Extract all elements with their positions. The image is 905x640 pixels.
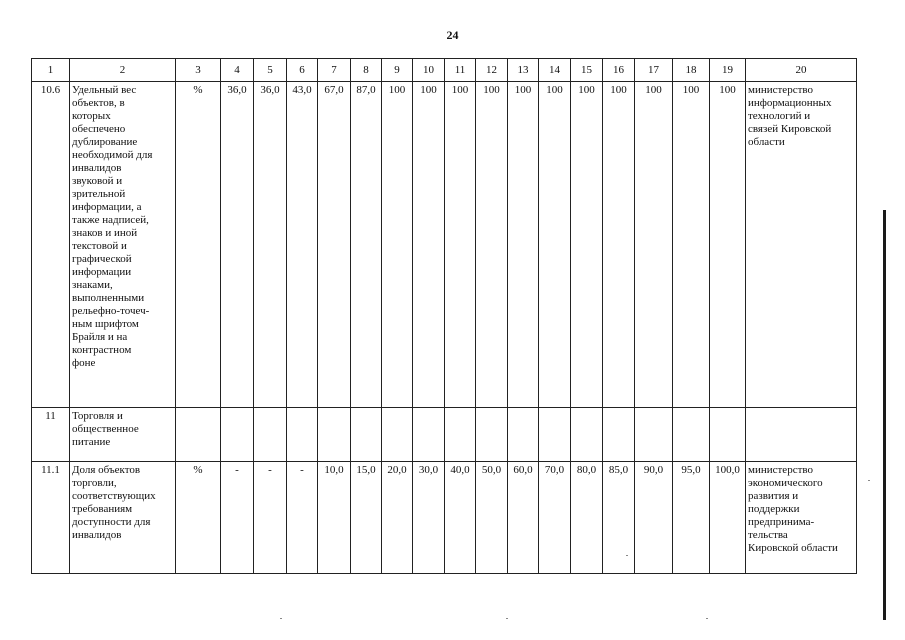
value-cell: 100 bbox=[539, 82, 571, 408]
column-number-header: 19 bbox=[710, 59, 746, 82]
unit-cell: % bbox=[176, 82, 221, 408]
indicator-name-line: инвалидов bbox=[72, 162, 122, 174]
value-cell: 90,0 bbox=[635, 462, 673, 574]
scan-speck bbox=[868, 480, 870, 481]
table-row bbox=[32, 82, 857, 408]
value-cell bbox=[382, 408, 413, 462]
indicator-name-line: инвалидов bbox=[72, 529, 122, 541]
value-cell bbox=[445, 408, 476, 462]
value-cell bbox=[539, 408, 571, 462]
value-cell: - bbox=[221, 462, 254, 574]
value-cell: 100,0 bbox=[710, 462, 746, 574]
value-cell: 43,0 bbox=[287, 82, 318, 408]
indicators-table bbox=[31, 58, 857, 574]
responsible-agency bbox=[746, 462, 857, 574]
column-number-header: 16 bbox=[603, 59, 635, 82]
scan-speck bbox=[706, 618, 708, 619]
value-cell: 100 bbox=[603, 82, 635, 408]
indicator-name-line: дублирование bbox=[72, 136, 138, 148]
unit-cell bbox=[176, 408, 221, 462]
table-header-row bbox=[32, 59, 857, 82]
indicator-name-line: торговли, bbox=[72, 477, 117, 489]
value-cell: 85,0 bbox=[603, 462, 635, 574]
value-cell bbox=[318, 408, 351, 462]
value-cell bbox=[508, 408, 539, 462]
indicator-name-line: графической bbox=[72, 253, 132, 265]
responsible-agency-line: министерство bbox=[748, 464, 814, 476]
value-cell bbox=[254, 408, 287, 462]
column-number-header: 3 bbox=[176, 59, 221, 82]
column-number-header: 9 bbox=[382, 59, 413, 82]
indicator-name-line: которых bbox=[72, 110, 111, 122]
scan-speck bbox=[626, 555, 628, 556]
value-cell: 36,0 bbox=[221, 82, 254, 408]
indicator-name-line: необходимой для bbox=[72, 149, 153, 161]
value-cell: 80,0 bbox=[571, 462, 603, 574]
column-number-header: 2 bbox=[70, 59, 176, 82]
indicator-name-line: Удельный вес bbox=[72, 84, 137, 96]
scan-speck bbox=[506, 618, 508, 619]
indicator-name-line: общественное bbox=[72, 423, 139, 435]
value-cell: 100 bbox=[382, 82, 413, 408]
value-cell bbox=[476, 408, 508, 462]
value-cell: 100 bbox=[508, 82, 539, 408]
value-cell bbox=[413, 408, 445, 462]
indicator-name-line: питание bbox=[72, 436, 111, 448]
responsible-agency-line: связей Кировской bbox=[748, 123, 832, 135]
indicator-name bbox=[70, 82, 176, 408]
responsible-agency bbox=[746, 82, 857, 408]
indicator-name-line: звуковой и bbox=[72, 175, 123, 187]
indicator-name-line: информации bbox=[72, 266, 132, 278]
column-number-header: 1 bbox=[32, 59, 70, 82]
value-cell: 67,0 bbox=[318, 82, 351, 408]
column-number-header: 17 bbox=[635, 59, 673, 82]
value-cell bbox=[673, 408, 710, 462]
column-number-header: 7 bbox=[318, 59, 351, 82]
indicator-name-line: Брайля и на bbox=[72, 331, 128, 343]
value-cell: 70,0 bbox=[539, 462, 571, 574]
column-number-header: 6 bbox=[287, 59, 318, 82]
indicator-name-line: также надписей, bbox=[72, 214, 149, 226]
responsible-agency-line: поддержки bbox=[748, 503, 800, 515]
responsible-agency-line: Кировской области bbox=[748, 542, 838, 554]
responsible-agency-line: экономического bbox=[748, 477, 823, 489]
indicator-name bbox=[70, 408, 176, 462]
value-cell: 36,0 bbox=[254, 82, 287, 408]
indicator-name-line: соответствующих bbox=[72, 490, 156, 502]
value-cell bbox=[351, 408, 382, 462]
value-cell: 95,0 bbox=[673, 462, 710, 574]
value-cell bbox=[603, 408, 635, 462]
value-cell bbox=[221, 408, 254, 462]
column-number-header: 11 bbox=[445, 59, 476, 82]
responsible-agency-line: предпринима- bbox=[748, 516, 815, 528]
value-cell: - bbox=[287, 462, 318, 574]
value-cell bbox=[710, 408, 746, 462]
scan-edge-mark bbox=[883, 210, 886, 620]
value-cell: 100 bbox=[413, 82, 445, 408]
unit-cell: % bbox=[176, 462, 221, 574]
page-number: 24 bbox=[446, 28, 459, 42]
table-row bbox=[32, 462, 857, 574]
value-cell bbox=[635, 408, 673, 462]
indicator-name-line: рельефно-точеч- bbox=[72, 305, 150, 317]
indicator-name-line: информации, а bbox=[72, 201, 142, 213]
column-number-header: 12 bbox=[476, 59, 508, 82]
responsible-agency-line: тельства bbox=[748, 529, 788, 541]
value-cell: 100 bbox=[673, 82, 710, 408]
responsible-agency-line: развития и bbox=[748, 490, 799, 502]
value-cell bbox=[287, 408, 318, 462]
value-cell: 100 bbox=[571, 82, 603, 408]
scan-speck bbox=[280, 618, 282, 619]
row-number: 11 bbox=[32, 408, 70, 462]
responsible-agency-line: информационных bbox=[748, 97, 832, 109]
value-cell: 50,0 bbox=[476, 462, 508, 574]
indicator-name-line: контрастном bbox=[72, 344, 132, 356]
value-cell: 40,0 bbox=[445, 462, 476, 574]
responsible-agency bbox=[746, 408, 857, 462]
column-number-header: 13 bbox=[508, 59, 539, 82]
responsible-agency-line: министерство bbox=[748, 84, 814, 96]
value-cell: 10,0 bbox=[318, 462, 351, 574]
column-number-header: 18 bbox=[673, 59, 710, 82]
table-row bbox=[32, 408, 857, 462]
indicator-name-line: обеспечено bbox=[72, 123, 126, 135]
indicator-name-line: знаками, bbox=[72, 279, 113, 291]
column-number-header: 20 bbox=[746, 59, 857, 82]
value-cell: 20,0 bbox=[382, 462, 413, 574]
indicator-name bbox=[70, 462, 176, 574]
indicator-name-line: Торговля и bbox=[72, 410, 123, 422]
value-cell: - bbox=[254, 462, 287, 574]
indicator-name-line: доступности для bbox=[72, 516, 151, 528]
indicator-name-line: текстовой и bbox=[72, 240, 127, 252]
responsible-agency-line: технологий и bbox=[748, 110, 811, 122]
column-number-header: 10 bbox=[413, 59, 445, 82]
responsible-agency-line: области bbox=[748, 136, 785, 148]
column-number-header: 5 bbox=[254, 59, 287, 82]
value-cell: 87,0 bbox=[351, 82, 382, 408]
indicator-name-line: выполненными bbox=[72, 292, 145, 304]
value-cell: 100 bbox=[635, 82, 673, 408]
row-number: 11.1 bbox=[32, 462, 70, 574]
column-number-header: 14 bbox=[539, 59, 571, 82]
value-cell: 100 bbox=[710, 82, 746, 408]
value-cell: 100 bbox=[445, 82, 476, 408]
indicator-name-line: ным шрифтом bbox=[72, 318, 139, 330]
indicator-name-line: знаков и иной bbox=[72, 227, 138, 239]
value-cell: 100 bbox=[476, 82, 508, 408]
column-number-header: 4 bbox=[221, 59, 254, 82]
indicator-name-line: Доля объектов bbox=[72, 464, 141, 476]
value-cell: 15,0 bbox=[351, 462, 382, 574]
value-cell: 60,0 bbox=[508, 462, 539, 574]
indicator-name-line: зрительной bbox=[72, 188, 126, 200]
row-number: 10.6 bbox=[32, 82, 70, 408]
column-number-header: 15 bbox=[571, 59, 603, 82]
value-cell: 30,0 bbox=[413, 462, 445, 574]
indicator-name-line: фоне bbox=[72, 357, 96, 369]
indicator-name-line: требованиям bbox=[72, 503, 133, 515]
value-cell bbox=[571, 408, 603, 462]
indicator-name-line: объектов, в bbox=[72, 97, 125, 109]
column-number-header: 8 bbox=[351, 59, 382, 82]
